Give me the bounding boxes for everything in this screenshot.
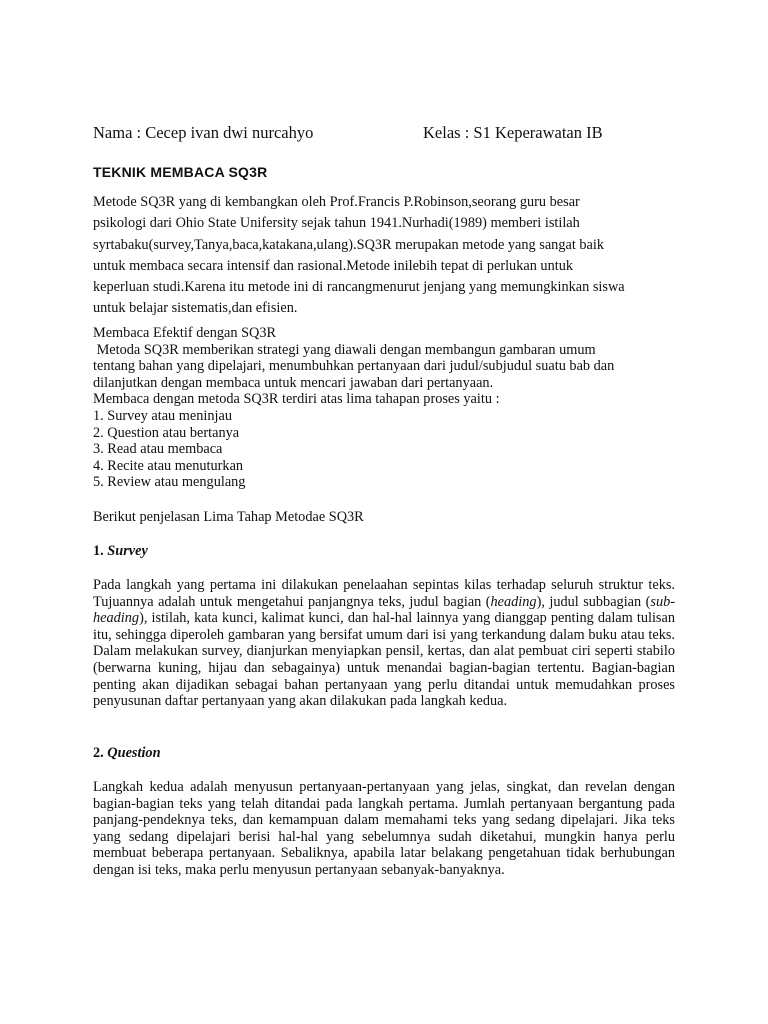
question-paragraph: Langkah kedua adalah menyusun pertanyaan-pertanyaan yang jelas, singkat, dan revelan dengan bagian-bagian teks yang telah ditandai pada langkah pertama. Jumlah pertanyaan bergantung pada panjang-pendeknya teks, dan kemampuan dalam memahami teks yang sedang dipelajari. Jika teks yang sedang dipelajari berisi hal-hal yang sebelumnya sudah diketahui, mungkin hanya perlu membuat beberapa pertanyaan. Sebaliknya, apabila latar belakang pengetahuan tidak berhubungan dengan isi teks, maka perlu menyusun pertanyaan sebanyak-banyaknya.: [93, 779, 675, 878]
efektif-line: Metoda SQ3R memberikan strategi yang diawali dengan membangun gambaran umum: [93, 341, 596, 358]
intro-line: untuk membaca secara intensif dan rasional.Metode inilebih tepat di perlukan untuk: [93, 257, 573, 274]
intro-paragraph: [93, 192, 683, 320]
survey-term-heading: heading: [490, 593, 537, 610]
intro-line: keperluan studi.Karena itu metode ini di rancangmenurut jenjang yang memungkinkan siswa: [93, 279, 625, 296]
section-number: 1.: [93, 543, 108, 559]
survey-text: ), judul subbagian (: [536, 593, 651, 610]
survey-paragraph: [93, 577, 675, 710]
section-term: Survey: [107, 543, 148, 559]
section-number: 2.: [93, 745, 108, 761]
list-item: 4. Recite atau menuturkan: [93, 457, 244, 474]
student-name: Nama : Cecep ivan dwi nurcahyo: [93, 123, 314, 142]
efektif-section: [93, 325, 675, 491]
section-heading-question: [93, 745, 161, 762]
survey-text: Pada langkah yang pertama ini dilakukan penelaahan sepintas kilas terhadap seluruh struktur teks. Tujuannya adalah untuk mengetahui panjangnya teks, judul bagian (: [93, 577, 675, 610]
efektif-line: tentang bahan yang dipelajari, menumbuhkan pertanyaan dari judul/subjudul suatu bab dan: [93, 358, 615, 375]
efektif-line: dilanjutkan dengan membaca untuk mencari jawaban dari pertanyaan.: [93, 374, 494, 391]
intro-line: syrtabaku(survey,Tanya,baca,katakana,ulang).SQ3R merupakan metode yang sangat baik: [93, 236, 604, 253]
list-item: 3. Read atau membaca: [93, 441, 223, 458]
list-item: 2. Question atau bertanya: [93, 424, 240, 441]
survey-term-subheading: sub-heading: [93, 593, 675, 627]
section-term: Question: [107, 745, 161, 761]
list-item: 1. Survey atau meninjau: [93, 407, 232, 424]
intro-line: psikologi dari Ohio State Unifersity sejak tahun 1941.Nurhadi(1989) memberi istilah: [93, 215, 580, 232]
intro-line: untuk belajar sistematis,dan efisien.: [93, 300, 298, 317]
list-item: 5. Review atau mengulang: [93, 474, 246, 491]
efektif-line: Membaca dengan metoda SQ3R terdiri atas lima tahapan proses yaitu :: [93, 391, 500, 408]
efektif-heading: Membaca Efektif dengan SQ3R: [93, 325, 277, 341]
intro-line: Metode SQ3R yang di kembangkan oleh Prof.Francis P.Robinson,seorang guru besar: [93, 194, 580, 210]
document-title: TEKNIK MEMBACA SQ3R: [93, 164, 268, 180]
student-class: Kelas : S1 Keperawatan IB: [423, 123, 603, 142]
section-heading-survey: [93, 543, 148, 560]
survey-text: ), istilah, kata kunci, kalimat kunci, dan hal-hal lainnya yang dianggap penting dalam tulisan itu, sehingga diperoleh gambaran yang bersifat umum dari isi yang terkandung dalam buku atau teks. Dalam melakukan survey, dianjurkan menyiapkan pensil, kertas, dan alat pembuat ciri seperti stabilo (berwarna kuning, hijau dan sebagainya) untuk menandai bagian-bagian tertentu. Bagian-bagian penting akan dijadikan sebagai bahan pertanyaan yang perlu ditandai untuk memudahkan proses penyusunan daftar pertanyaan yang akan dilakukan pada langkah kedua.: [93, 610, 675, 710]
penjelasan-line: Berikut penjelasan Lima Tahap Metodae SQ3R: [93, 509, 364, 525]
